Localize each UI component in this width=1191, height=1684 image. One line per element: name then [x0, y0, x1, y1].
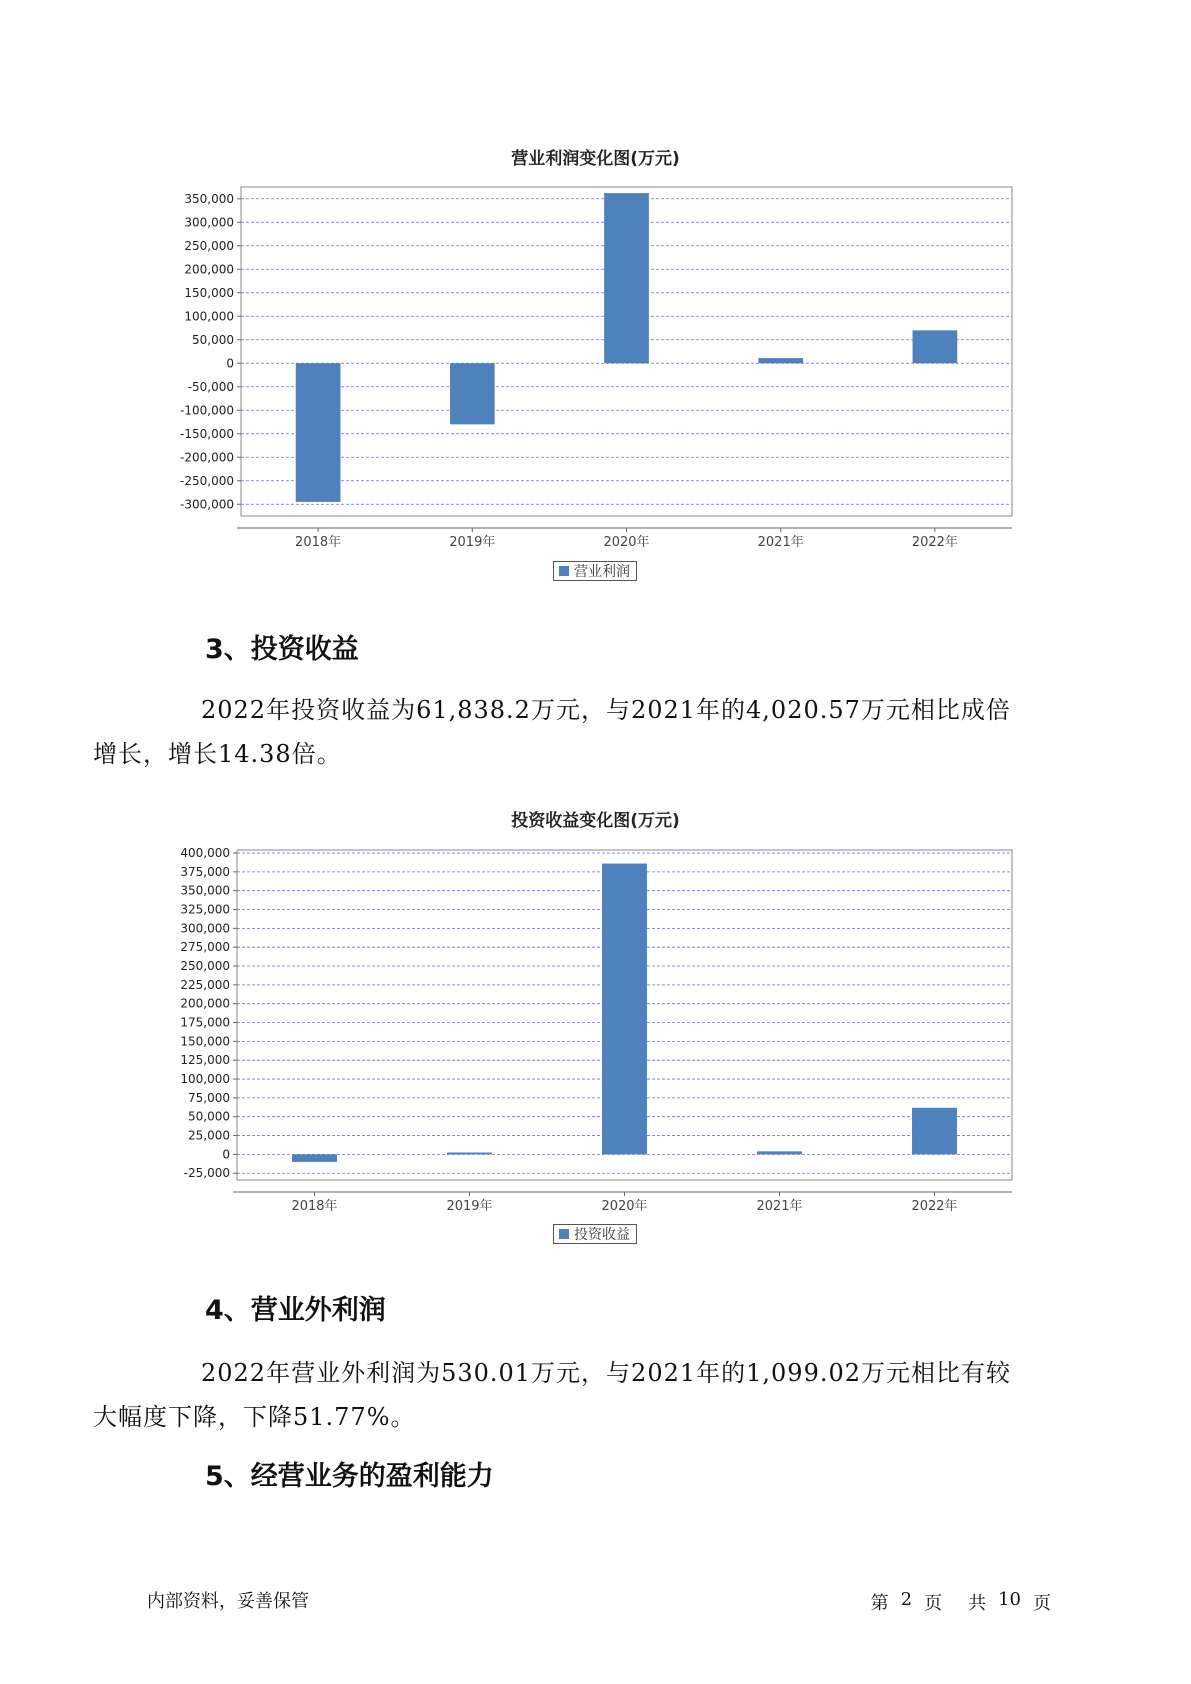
- total-prefix: 共: [968, 1593, 987, 1614]
- y-tick-label: 250,000: [180, 959, 230, 974]
- y-tick-label: 250,000: [184, 238, 234, 253]
- page-num: 2: [900, 1589, 913, 1610]
- y-tick-label: 150,000: [180, 1034, 230, 1049]
- chart1-title: 营业利润变化图(万元): [511, 149, 680, 169]
- x-tick-label: 2022年: [911, 535, 958, 550]
- x-tick-label: 2019年: [446, 1199, 493, 1214]
- x-tick-label: 2019年: [449, 535, 496, 550]
- bar-2019年: [447, 1153, 492, 1155]
- footer-page-number: [871, 1589, 1051, 1615]
- chart2-legend-label: 投资收益: [574, 1227, 630, 1243]
- y-tick-label: 350,000: [184, 191, 234, 206]
- y-tick-label: 225,000: [180, 977, 230, 992]
- y-tick-label: 75,000: [188, 1090, 230, 1105]
- section3-line2: 增长，增长14.38倍。: [93, 740, 342, 768]
- y-tick-label: 50,000: [188, 1109, 230, 1124]
- total-unit: 页: [1033, 1593, 1051, 1614]
- section3-paragraph: [93, 688, 1047, 776]
- y-tick-label: -25,000: [183, 1166, 230, 1181]
- y-tick-label: -100,000: [180, 403, 234, 418]
- x-tick-label: 2022年: [911, 1199, 958, 1214]
- bar-2019年: [450, 363, 495, 424]
- bar-2018年: [292, 1154, 337, 1162]
- legend-swatch: [559, 566, 569, 576]
- y-tick-label: 175,000: [180, 1015, 230, 1030]
- bar-2018年: [296, 363, 341, 502]
- y-tick-label: 0: [226, 356, 234, 371]
- page-prefix: 第: [870, 1593, 889, 1614]
- y-tick-label: 50,000: [192, 332, 234, 347]
- x-tick-label: 2021年: [757, 535, 804, 550]
- y-tick-label: 300,000: [184, 215, 234, 230]
- bar-2020年: [602, 864, 647, 1155]
- bar-2021年: [758, 358, 803, 363]
- bar-2021年: [757, 1151, 802, 1154]
- y-tick-label: 400,000: [180, 846, 230, 861]
- total-num: 10: [998, 1589, 1021, 1610]
- y-tick-label: -300,000: [180, 497, 234, 512]
- section3-heading: 3、投资收益: [205, 634, 359, 665]
- chart2-title: 投资收益变化图(万元): [511, 811, 680, 831]
- section3-line1: 2022年投资收益为61,838.2万元，与2021年的4,020.57万元相比成倍: [201, 696, 1011, 724]
- y-tick-label: 100,000: [184, 309, 234, 324]
- y-tick-label: -150,000: [180, 426, 234, 441]
- section4-line2: 大幅度下降，下降51.77%。: [93, 1403, 416, 1431]
- bar-2020年: [604, 193, 649, 363]
- legend-swatch: [559, 1229, 569, 1239]
- y-tick-label: -200,000: [180, 450, 234, 465]
- x-tick-label: 2018年: [295, 535, 342, 550]
- section4-paragraph: [93, 1351, 1047, 1439]
- y-tick-label: 150,000: [184, 285, 234, 300]
- bar-2022年: [912, 1108, 957, 1155]
- y-tick-label: 375,000: [180, 864, 230, 879]
- y-tick-label: -50,000: [187, 379, 234, 394]
- chart2-legend: [553, 1224, 637, 1244]
- investment-income-chart: [0, 800, 1191, 1220]
- section5-heading: 5、经营业务的盈利能力: [205, 1461, 494, 1492]
- y-tick-label: 200,000: [184, 262, 234, 277]
- footer-confidential: 内部资料，妥善保管: [147, 1591, 309, 1612]
- x-tick-label: 2020年: [601, 1199, 648, 1214]
- y-tick-label: 325,000: [180, 902, 230, 917]
- chart1-legend: [553, 561, 637, 581]
- operating-profit-chart: [0, 0, 1191, 560]
- bar-2022年: [913, 330, 958, 363]
- y-tick-label: 0: [222, 1147, 230, 1162]
- chart1-legend-label: 营业利润: [574, 564, 630, 580]
- y-tick-label: 275,000: [180, 940, 230, 955]
- y-tick-label: -250,000: [180, 473, 234, 488]
- y-tick-label: 200,000: [180, 996, 230, 1011]
- y-tick-label: 25,000: [188, 1128, 230, 1143]
- y-tick-label: 125,000: [180, 1053, 230, 1068]
- page-unit: 页: [924, 1593, 943, 1614]
- section4-heading: 4、营业外利润: [205, 1295, 386, 1326]
- y-tick-label: 100,000: [180, 1072, 230, 1087]
- x-tick-label: 2018年: [291, 1199, 338, 1214]
- y-tick-label: 300,000: [180, 921, 230, 936]
- x-tick-label: 2020年: [603, 535, 650, 550]
- x-tick-label: 2021年: [756, 1199, 803, 1214]
- y-tick-label: 350,000: [180, 883, 230, 898]
- section4-line1: 2022年营业外利润为530.01万元，与2021年的1,099.02万元相比有较: [201, 1359, 1012, 1387]
